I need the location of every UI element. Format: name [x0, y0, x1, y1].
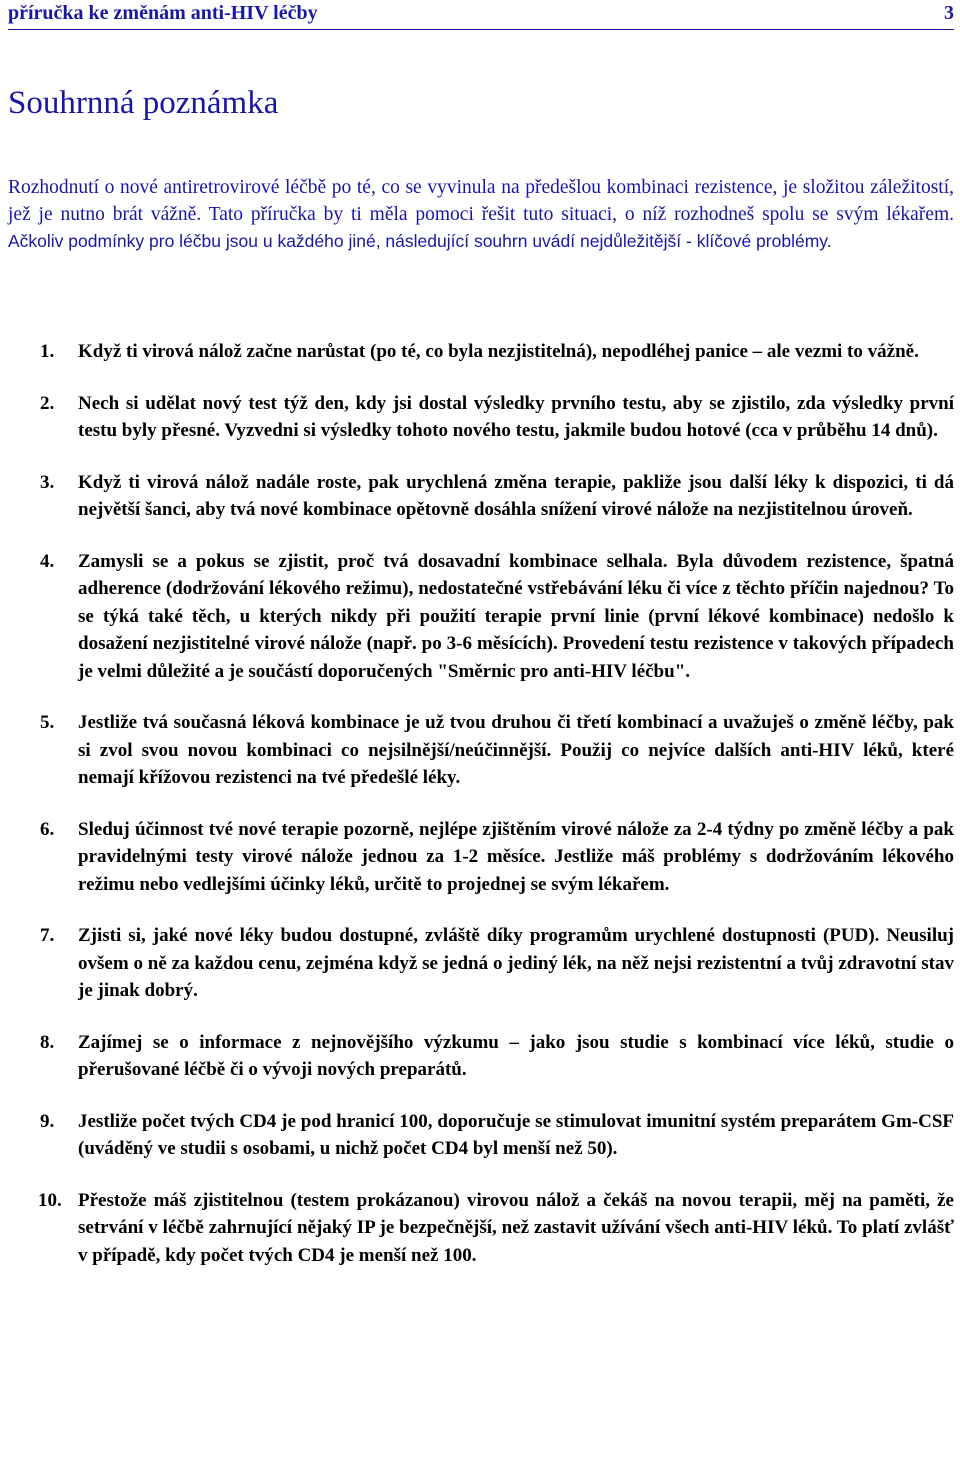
item-text: Zjisti si, jaké nové léky budou dostupné, zvláště díky programům urychlené dostupnosti (PUD). Neusiluj ovšem o ně za každou cenu, zejména když se jedná o jediný lék, na něž nejsi rezistentní a tvůj zdravotní stav je jinak dobrý. [78, 925, 954, 1001]
list-item [8, 709, 954, 792]
list-item [8, 469, 954, 524]
list-item [8, 390, 954, 445]
item-number: 6. [40, 818, 55, 840]
item-text: Zajímej se o informace z nejnovějšího výzkumu – jako jsou studie s kombinací více léků, studie o přerušované léčbě či o vývoji nových preparátů. [78, 1031, 954, 1080]
item-text: Jestliže počet tvých CD4 je pod hranicí 100, doporučuje se stimulovat imunitní systém preparátem Gm-CSF (uváděný ve studii s osobami, u nichž počet CD4 byl menší než 50). [78, 1110, 954, 1159]
item-text: Přestože máš zjistitelnou (testem prokázanou) virovou nálož a čekáš na novou terapii, měj na paměti, že setrvání v léčbě zahrnující nějaký IP je bezpečnější, než zastavit užívání všech anti-HIV léků. To platí zvlášť v případě, kdy počet tvých CD4 je menší než 100. [78, 1189, 954, 1266]
item-text: Zamysli se a pokus se zjistit, proč tvá dosavadní kombinace selhala. Byla důvodem rezistence, špatná adherence (dodržování lékového režimu), nedostatečné vstřebávání léku či více z těchto příčin najednou? To se týká také těch, u kterých nikdy při použití terapie první linie (první lékové kombinace) nedošlo k dosažení nezjistitelné virové nálože (např. po 3-6 měsících). Provedení testu rezistence v takových případech je velmi důležité a je součástí doporučených "Směrnic pro anti-HIV léčbu". [78, 550, 954, 682]
item-number: 9. [40, 1110, 55, 1132]
intro-paragraph [8, 174, 954, 255]
item-number: 5. [40, 712, 55, 733]
header-rule [8, 29, 954, 30]
list-item [8, 922, 954, 1005]
item-number: 8. [40, 1031, 55, 1053]
item-number: 4. [40, 550, 55, 572]
section-heading: Souhrnná poznámka [8, 85, 279, 121]
list-item [8, 338, 954, 366]
item-number: 2. [40, 392, 55, 414]
list-item [8, 1108, 954, 1163]
item-text: Když ti virová nálož začne narůstat (po té, co byla nezjistitelná), nepodléhej panice – ale vezmi to vážně. [78, 341, 919, 362]
header-title: příručka ke změnám anti-HIV léčby [8, 2, 318, 24]
item-text: Sleduj účinnost tvé nové terapie pozorně, nejlépe zjištěním virové nálože za 2-4 týdny po změně léčby a pak pravidelnými testy virové nálože jednou za 1-2 měsíce. Jestliže máš problémy s dodržováním lékového režimu nebo vedlejšími účinky léků, určitě to projednej se svým lékařem. [78, 818, 954, 895]
item-number: 7. [40, 925, 55, 946]
list-item [8, 1187, 954, 1270]
item-number: 10. [38, 1189, 62, 1211]
page-number: 3 [944, 2, 954, 24]
key-points-list [8, 338, 954, 1293]
intro-text-2: Ačkoliv podmínky pro léčbu jsou u každého jiné, následující souhrn uvádí nejdůležitější - klíčové problémy. [8, 231, 832, 251]
item-number: 1. [40, 341, 55, 362]
intro-text-1: Rozhodnutí o nové antiretrovirové léčbě po té, co se vyvinula na předešlou kombinaci rezistence, je složitou záležitostí, jež je nutno brát vážně. Tato příručka by ti měla pomoci řešit tuto situaci, o níž rozhodneš spolu se svým lékařem. [8, 177, 954, 225]
item-text: Nech si udělat nový test týž den, kdy jsi dostal výsledky prvního testu, aby se zjistilo, zda výsledky první testu byly přesné. Vyzvedni si výsledky tohoto nového testu, jakmile budou hotové (cca v průběhu 14 dnů). [78, 392, 954, 441]
item-text: Jestliže tvá současná léková kombinace je už tvou druhou či třetí kombinací a uvažuješ o změně léčby, pak si zvol svou novou kombinaci co nejsilnější/neúčinnější. Použij co nejvíce dalších anti-HIV léků, které nemají křížovou rezistenci na tvé předešlé léky. [78, 712, 954, 788]
item-text: Když ti virová nálož nadále roste, pak urychlená změna terapie, pakliže jsou další léky k dispozici, ti dá největší šanci, aby tvá nové kombinace opětovně dosáhla snížení virové nálože na nezjistitelnou úroveň. [78, 471, 954, 520]
running-header [8, 0, 954, 30]
list-item [8, 548, 954, 686]
list-item [8, 1029, 954, 1084]
list-item [8, 816, 954, 899]
item-number: 3. [40, 471, 55, 493]
